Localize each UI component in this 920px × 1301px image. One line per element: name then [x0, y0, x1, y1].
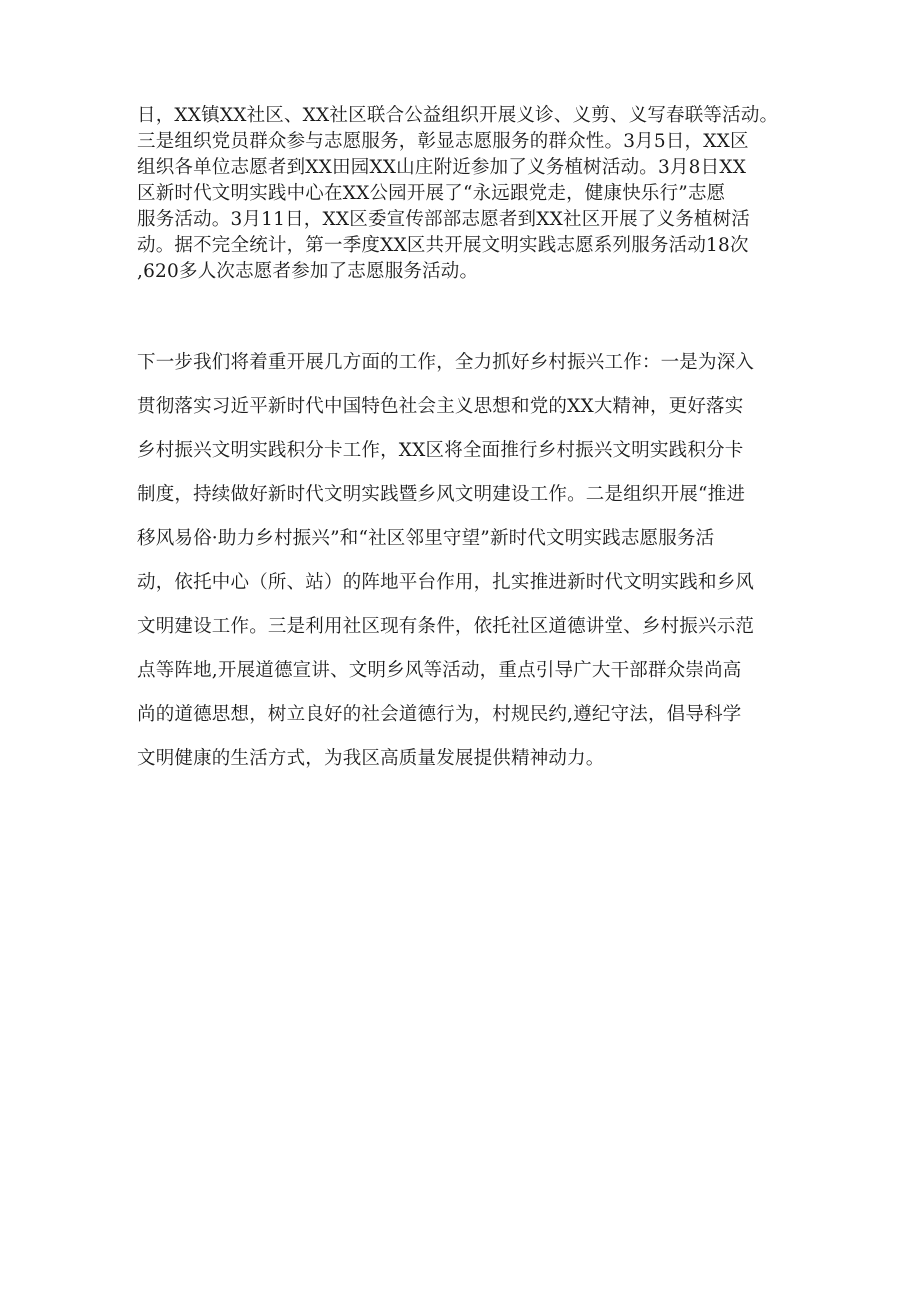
text-line: 文明健康的生活方式，为我区高质量发展提供精神动力。: [137, 748, 605, 769]
text-line: 动，依托中心（所、站）的阵地平台作用，扎实推进新时代文明实践和乡风: [137, 572, 755, 593]
text-line: 制度，持续做好新时代文明实践暨乡风文明建设工作。二是组织开展“推进: [137, 484, 746, 505]
text-line: 移风易俗·助力乡村振兴”和“社区邻里守望”新时代文明实践志愿服务活: [137, 528, 715, 549]
text-line: 区新时代文明实践中心在XX公园开展了“永远跟党走，健康快乐行”志愿: [137, 183, 726, 204]
text-line: 乡村振兴文明实践积分卡工作，XX区将全面推行乡村振兴文明实践积分卡: [137, 440, 744, 461]
text-line: 尚的道德思想，树立良好的社会道德行为，村规民约,遵纪守法，倡导科学: [137, 704, 742, 725]
text-line: 下一步我们将着重开展几方面的工作，全力抓好乡村振兴工作：一是为深入: [137, 352, 755, 373]
text-line: 三是组织党员群众参与志愿服务，彰显志愿服务的群众性。3月5日，XX区: [137, 131, 749, 152]
text-line: 日，XX镇XX社区、XX社区联合公益组织开展义诊、义剪、义写春联等活动。: [137, 105, 779, 126]
text-line: 服务活动。3月11日，XX区委宣传部部志愿者到XX社区开展了义务植树活: [137, 209, 750, 230]
text-line: 贯彻落实习近平新时代中国特色社会主义思想和党的XX大精神，更好落实: [137, 396, 744, 417]
text-line: 动。据不完全统计，第一季度XX区共开展文明实践志愿系列服务活动18次: [137, 235, 749, 256]
text-line: 组织各单位志愿者到XX田园XX山庄附近参加了义务植树活动。3月8日XX: [137, 157, 747, 178]
text-line: ,620多人次志愿者参加了志愿服务活动。: [137, 261, 479, 282]
text-line: 点等阵地,开展道德宣讲、文明乡风等活动，重点引导广大干部群众崇尚高: [137, 660, 742, 681]
text-line: 文明建设工作。三是利用社区现有条件，依托社区道德讲堂、乡村振兴示范: [137, 616, 755, 637]
